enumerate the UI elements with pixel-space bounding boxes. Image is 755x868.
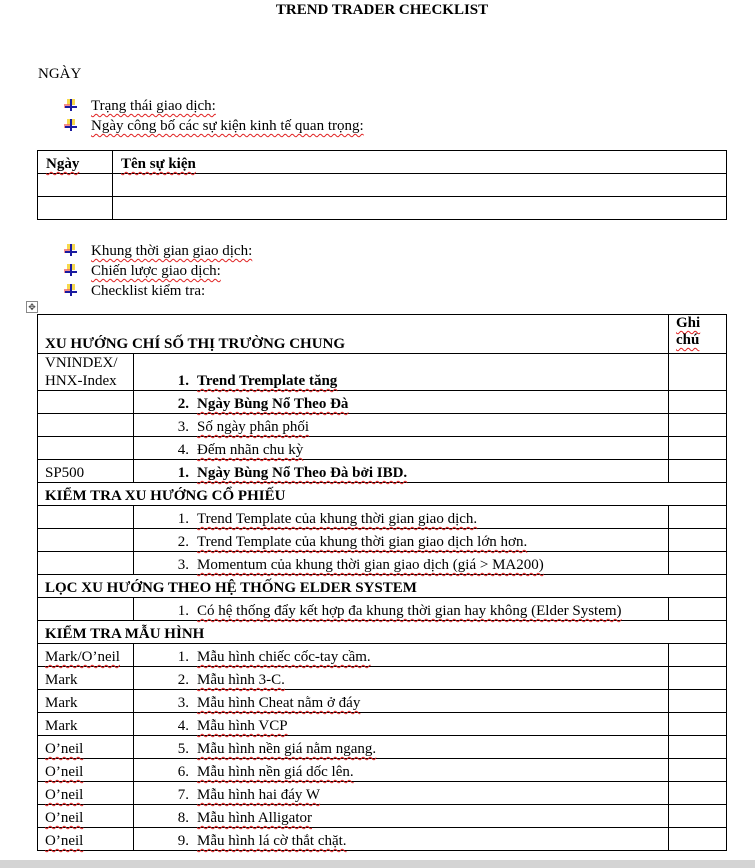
bullet-text[interactable]: Checklist kiểm tra: xyxy=(91,283,206,299)
bullet-text[interactable]: Ngày công bố các sự kiện kinh tế quan trọng: xyxy=(91,118,364,134)
item-text: Số ngày phân phối xyxy=(197,419,310,435)
source-cell[interactable]: SP500 xyxy=(38,460,134,483)
item-text: Mẫu hình chiếc cốc-tay cầm. xyxy=(197,649,371,665)
item-cell[interactable] xyxy=(134,460,669,483)
item-cell[interactable] xyxy=(134,805,669,828)
notes-cell[interactable] xyxy=(669,552,727,575)
top-bullet-list xyxy=(64,96,364,136)
notes-header[interactable]: Ghi chú xyxy=(669,315,727,354)
item-number: 1. xyxy=(177,373,189,389)
arrow-bullet-icon xyxy=(64,119,78,133)
notes-cell[interactable] xyxy=(669,354,727,391)
source-cell[interactable] xyxy=(38,598,134,621)
events-header-date[interactable]: Ngày xyxy=(38,151,113,174)
item-number: 3. xyxy=(177,695,189,711)
item-text: Mẫu hình lá cờ thắt chặt. xyxy=(197,833,347,849)
item-number: 1. xyxy=(177,465,189,481)
item-number: 3. xyxy=(177,557,189,573)
item-cell[interactable] xyxy=(134,713,669,736)
checklist-row xyxy=(38,391,727,414)
item-cell[interactable] xyxy=(134,598,669,621)
item-text: Mẫu hình hai đáy W xyxy=(197,787,321,803)
bullet-item xyxy=(64,261,252,281)
source-cell[interactable] xyxy=(38,552,134,575)
item-text: Mẫu hình Alligator xyxy=(197,810,312,826)
notes-cell[interactable] xyxy=(669,644,727,667)
events-table xyxy=(37,150,727,220)
notes-cell[interactable] xyxy=(669,391,727,414)
checklist-row xyxy=(38,598,727,621)
item-number: 6. xyxy=(177,764,189,780)
events-cell[interactable] xyxy=(113,197,727,220)
source-cell[interactable] xyxy=(38,391,134,414)
source-cell[interactable]: Mark xyxy=(38,690,134,713)
item-text: Mẫu hình nền giá nằm ngang. xyxy=(197,741,377,757)
item-cell[interactable] xyxy=(134,391,669,414)
item-number: 4. xyxy=(177,442,189,458)
table-move-handle-icon[interactable]: ✥ xyxy=(26,301,38,313)
source-cell[interactable]: O’neil xyxy=(38,805,134,828)
notes-cell[interactable] xyxy=(669,529,727,552)
item-text: Trend Template của khung thời gian giao dịch lớn hơn. xyxy=(197,534,528,550)
checklist-row xyxy=(38,828,727,851)
notes-cell[interactable] xyxy=(669,460,727,483)
item-cell[interactable] xyxy=(134,529,669,552)
checklist-table xyxy=(37,314,727,851)
checklist-row xyxy=(38,667,727,690)
section-title[interactable]: KIỂM TRA MẪU HÌNH xyxy=(38,621,727,644)
item-text: Mẫu hình Cheat nằm ở đáy xyxy=(197,695,361,711)
bullet-item xyxy=(64,281,252,301)
source-cell[interactable] xyxy=(38,529,134,552)
item-cell[interactable] xyxy=(134,552,669,575)
notes-cell[interactable] xyxy=(669,759,727,782)
arrow-bullet-icon xyxy=(64,244,78,258)
source-cell[interactable]: Mark xyxy=(38,713,134,736)
source-cell[interactable] xyxy=(38,437,134,460)
notes-cell[interactable] xyxy=(669,506,727,529)
item-text: Ngày Bùng Nổ Theo Đà bởi IBD. xyxy=(197,465,408,481)
notes-cell[interactable] xyxy=(669,782,727,805)
checklist-row xyxy=(38,690,727,713)
item-text: Mẫu hình VCP xyxy=(197,718,288,734)
item-number: 4. xyxy=(177,718,189,734)
item-text: Mẫu hình 3-C. xyxy=(197,672,285,688)
notes-cell[interactable] xyxy=(669,713,727,736)
checklist-row xyxy=(38,759,727,782)
source-cell[interactable]: VNINDEX/ HNX-Index xyxy=(38,354,134,391)
item-text: Momentum của khung thời gian giao dịch (giá > MA200) xyxy=(197,557,544,573)
notes-cell[interactable] xyxy=(669,736,727,759)
item-number: 1. xyxy=(177,603,189,619)
events-cell[interactable] xyxy=(113,174,727,197)
events-cell[interactable] xyxy=(38,197,113,220)
item-cell[interactable] xyxy=(134,690,669,713)
item-number: 7. xyxy=(177,787,189,803)
events-header-name[interactable]: Tên sự kiện xyxy=(113,151,727,174)
item-number: 1. xyxy=(177,649,189,665)
checklist-row xyxy=(38,414,727,437)
section-header-row xyxy=(38,575,727,598)
source-cell[interactable]: Mark xyxy=(38,667,134,690)
item-text: Trend Template của khung thời gian giao dịch. xyxy=(197,511,478,527)
checklist-row xyxy=(38,354,727,391)
bullet-item xyxy=(64,116,364,136)
section-header-row xyxy=(38,483,727,506)
item-cell[interactable] xyxy=(134,506,669,529)
checklist-row xyxy=(38,437,727,460)
notes-cell[interactable] xyxy=(669,690,727,713)
item-number: 2. xyxy=(177,396,189,412)
item-number: 2. xyxy=(177,534,189,550)
events-cell[interactable] xyxy=(38,174,113,197)
source-cell[interactable]: Mark/O’neil xyxy=(38,644,134,667)
checklist-row xyxy=(38,529,727,552)
item-cell[interactable] xyxy=(134,667,669,690)
checklist-row xyxy=(38,506,727,529)
item-text: Mẫu hình nền giá dốc lên. xyxy=(197,764,354,780)
checklist-row xyxy=(38,805,727,828)
checklist-row xyxy=(38,782,727,805)
item-number: 1. xyxy=(177,511,189,527)
bullet-text[interactable]: Trạng thái giao dịch: xyxy=(91,98,216,114)
item-cell[interactable] xyxy=(134,644,669,667)
date-label: NGÀY xyxy=(38,66,82,82)
bullet-item xyxy=(64,96,364,116)
item-cell[interactable] xyxy=(134,759,669,782)
window-bottom-bar xyxy=(0,860,755,868)
notes-cell[interactable] xyxy=(669,414,727,437)
source-cell[interactable] xyxy=(38,414,134,437)
item-number: 2. xyxy=(177,672,189,688)
item-number: 9. xyxy=(177,833,189,849)
bullet-text[interactable]: Khung thời gian giao dịch: xyxy=(91,243,253,259)
source-cell[interactable]: O’neil xyxy=(38,782,134,805)
item-cell[interactable] xyxy=(134,414,669,437)
item-number: 5. xyxy=(177,741,189,757)
document-title: TREND TRADER CHECKLIST xyxy=(275,2,489,18)
source-cell[interactable]: O’neil xyxy=(38,828,134,851)
source-cell[interactable]: O’neil xyxy=(38,759,134,782)
arrow-bullet-icon xyxy=(64,264,78,278)
bullet-text[interactable]: Chiến lược giao dịch: xyxy=(91,263,221,279)
arrow-bullet-icon xyxy=(64,99,78,113)
item-number: 8. xyxy=(177,810,189,826)
checklist-row xyxy=(38,644,727,667)
item-text: Đếm nhãn chu kỳ xyxy=(197,442,304,458)
arrow-bullet-icon xyxy=(64,284,78,298)
item-text: Ngày Bùng Nổ Theo Đà xyxy=(197,396,349,412)
bullet-item xyxy=(64,241,252,261)
item-cell[interactable] xyxy=(134,782,669,805)
section-title[interactable]: KIỂM TRA XU HƯỚNG CỔ PHIẾU xyxy=(38,483,727,506)
notes-cell[interactable] xyxy=(669,437,727,460)
source-cell[interactable] xyxy=(38,506,134,529)
notes-cell[interactable] xyxy=(669,828,727,851)
item-number: 3. xyxy=(177,419,189,435)
section-header-row xyxy=(38,315,727,354)
source-cell[interactable]: O’neil xyxy=(38,736,134,759)
item-cell[interactable] xyxy=(134,828,669,851)
section-title[interactable]: LỌC XU HƯỚNG THEO HỆ THỐNG ELDER SYSTEM xyxy=(38,575,727,598)
item-cell[interactable] xyxy=(134,736,669,759)
checklist-row xyxy=(38,713,727,736)
checklist-row xyxy=(38,552,727,575)
notes-cell[interactable] xyxy=(669,805,727,828)
checklist-row xyxy=(38,460,727,483)
notes-cell[interactable] xyxy=(669,598,727,621)
item-text: Có hệ thống đẩy kết hợp đa khung thời gian hay không (Elder System) xyxy=(197,603,622,619)
checklist-row xyxy=(38,736,727,759)
item-cell[interactable] xyxy=(134,437,669,460)
item-cell[interactable] xyxy=(134,354,669,391)
item-text: Trend Tremplate tăng xyxy=(197,373,338,389)
notes-cell[interactable] xyxy=(669,667,727,690)
mid-bullet-list xyxy=(64,241,252,301)
section-header-row xyxy=(38,621,727,644)
section-title[interactable]: XU HƯỚNG CHÍ SỐ THỊ TRƯỜNG CHUNG xyxy=(38,315,669,354)
